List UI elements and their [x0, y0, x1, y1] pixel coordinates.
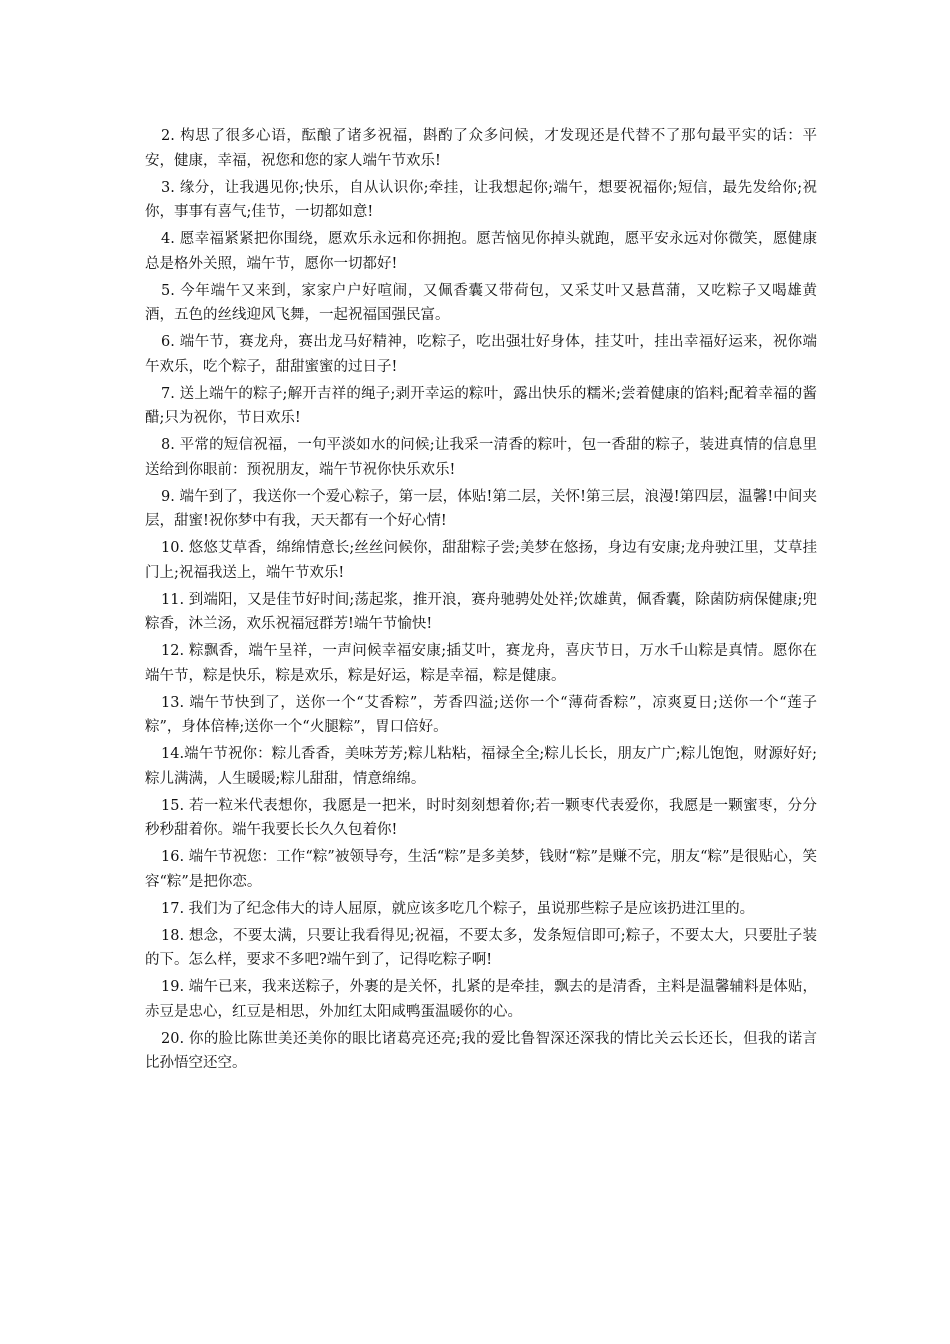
greeting-paragraph-14: 14.端午节祝你：粽儿香香，美味芳芳;粽儿粘粘，福禄全全;粽儿长长，朋友广广;粽儿饱饱，财源好好;粽儿满满，人生暖暖;粽儿甜甜，情意绵绵。 — [145, 746, 817, 787]
greeting-paragraph-17: 17. 我们为了纪念伟大的诗人屈原，就应该多吃几个粽子，虽说那些粽子是应该扔进江里的。 — [161, 900, 755, 917]
greeting-paragraph-5: 5. 今年端午又来到，家家户户好喧闹，又佩香囊又带荷包，又采艾叶又悬菖蒲，又吃粽子又喝雄黄酒，五色的丝线迎风飞舞，一起祝福国强民富。 — [145, 282, 817, 323]
greeting-paragraph-3: 3. 缘分，让我遇见你;快乐，自从认识你;牵挂，让我想起你;端午，想要祝福你;短信，最先发给你;祝你，事事有喜气;佳节，一切都如意! — [145, 179, 817, 220]
document-body — [145, 124, 817, 1078]
greeting-paragraph-4: 4. 愿幸福紧紧把你围绕，愿欢乐永远和你拥抱。愿苦恼见你掉头就跑，愿平安永远对你微笑，愿健康总是格外关照，端午节，愿你一切都好! — [145, 231, 817, 272]
greeting-paragraph-19: 19. 端午已来，我来送粽子，外裹的是关怀，扎紧的是牵挂，飘去的是清香，主料是温馨辅料是体贴，赤豆是忠心，红豆是相思，外加红太阳咸鸭蛋温暖你的心。 — [145, 979, 817, 1020]
greeting-paragraph-6: 6. 端午节，赛龙舟，赛出龙马好精神，吃粽子，吃出强壮好身体，挂艾叶，挂出幸福好运来，祝你端午欢乐，吃个粽子，甜甜蜜蜜的过日子! — [145, 334, 817, 375]
greeting-paragraph-11: 11. 到端阳，又是佳节好时间;荡起浆，推开浪，赛舟驰骋处处祥;饮雄黄，佩香囊，除菌防病保健康;兜粽香，沐兰汤，欢乐祝福冠群芳!端午节愉快! — [145, 591, 817, 632]
greeting-paragraph-12: 12. 粽飘香，端午呈祥，一声问候幸福安康;插艾叶，赛龙舟，喜庆节日，万水千山粽是真情。愿你在端午节，粽是快乐，粽是欢乐，粽是好运，粽是幸福，粽是健康。 — [145, 643, 817, 684]
greeting-paragraph-9: 9. 端午到了，我送你一个爱心粽子，第一层，体贴!第二层，关怀!第三层，浪漫!第四层，温馨!中间夹层，甜蜜!祝你梦中有我，天天都有一个好心情! — [145, 488, 817, 529]
greeting-paragraph-8: 8. 平常的短信祝福，一句平淡如水的问候;让我采一清香的粽叶，包一香甜的粽子，装进真情的信息里送给到你眼前：预祝朋友，端午节祝你快乐欢乐! — [145, 437, 817, 478]
greeting-paragraph-18: 18. 想念，不要太满，只要让我看得见;祝福，不要太多，发条短信即可;粽子，不要太大，只要肚子装的下。怎么样，要求不多吧?端午到了，记得吃粽子啊! — [145, 927, 817, 968]
greeting-paragraph-10: 10. 悠悠艾草香，绵绵情意长;丝丝问候你，甜甜粽子尝;美梦在悠扬，身边有安康;龙舟驶江里，艾草挂门上;祝福我送上，端午节欢乐! — [145, 540, 817, 581]
greeting-paragraph-16: 16. 端午节祝您：工作“粽”被领导夸，生活“粽”是多美梦，钱财“粽”是赚不完，朋友“粽”是很贴心，笑容“粽”是把你恋。 — [145, 849, 817, 890]
greeting-paragraph-2: 2. 构思了很多心语，酝酿了诸多祝福，斟酌了众多问候，才发现还是代替不了那句最平实的话：平安，健康，幸福，祝您和您的家人端午节欢乐! — [145, 128, 817, 169]
greeting-paragraph-7: 7. 送上端午的粽子;解开吉祥的绳子;剥开幸运的粽叶，露出快乐的糯米;尝着健康的馅料;配着幸福的酱醋;只为祝你，节日欢乐! — [145, 385, 817, 426]
greeting-paragraph-20: 20. 你的脸比陈世美还美你的眼比诸葛亮还亮;我的爱比鲁智深还深我的情比关云长还长，但我的诺言比孙悟空还空。 — [145, 1030, 817, 1071]
greeting-paragraph-15: 15. 若一粒米代表想你，我愿是一把米，时时刻刻想着你;若一颗枣代表爱你，我愿是一颗蜜枣，分分秒秒甜着你。端午我要长长久久包着你! — [145, 797, 817, 838]
greeting-paragraph-13: 13. 端午节快到了，送你一个“艾香粽”，芳香四溢;送你一个“薄荷香粽”，凉爽夏日;送你一个“莲子粽”，身体倍棒;送你一个“火腿粽”，胃口倍好。 — [145, 694, 817, 735]
